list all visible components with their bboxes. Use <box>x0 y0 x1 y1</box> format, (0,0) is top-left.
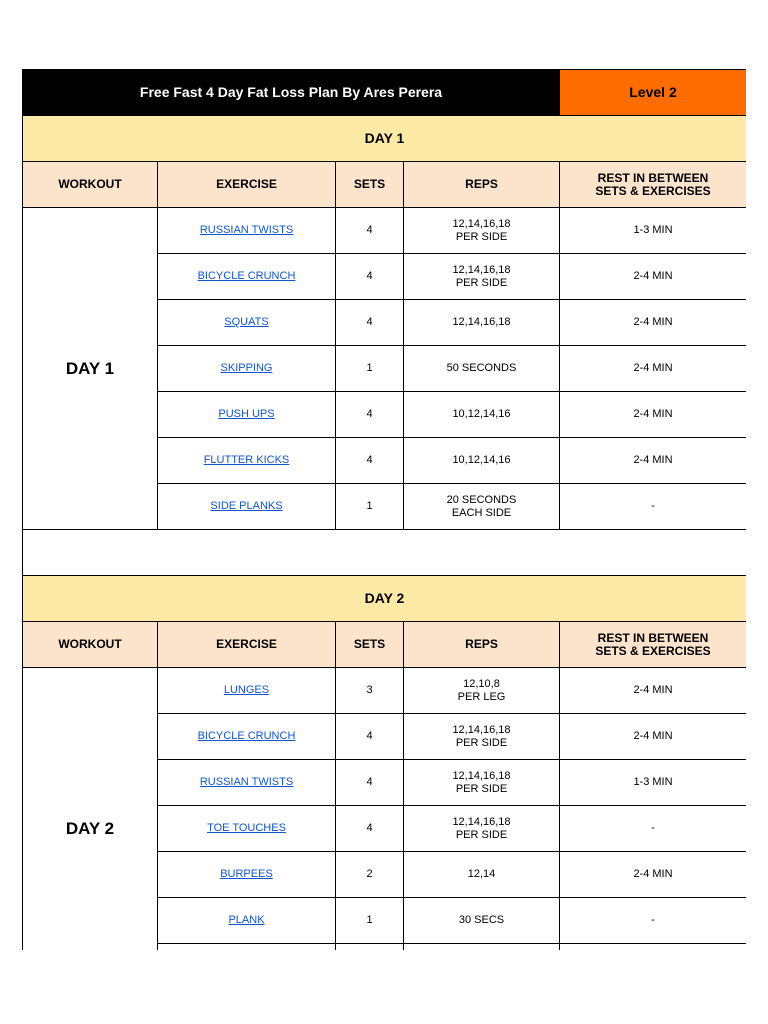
sets-cell: 4 <box>336 208 404 254</box>
col-header-sets: SETS <box>336 162 404 208</box>
sets-cell: 4 <box>336 714 404 760</box>
workout-plan-table <box>22 69 746 950</box>
reps-cell: 12,14,16,18 PER SIDE <box>404 760 560 806</box>
level-badge: Level 2 <box>560 70 747 116</box>
sets-cell: 4 <box>336 760 404 806</box>
col-header-workout: WORKOUT <box>23 162 158 208</box>
sets-cell <box>336 944 404 951</box>
exercise-cell <box>158 806 336 852</box>
rest-cell: - <box>560 484 747 530</box>
day-banner: DAY 1 <box>23 116 747 162</box>
exercise-cell <box>158 714 336 760</box>
exercise-link[interactable]: PUSH UPS <box>218 408 275 420</box>
sets-cell: 4 <box>336 806 404 852</box>
col-header-reps: REPS <box>404 162 560 208</box>
rest-cell: 2-4 MIN <box>560 438 747 484</box>
exercise-link[interactable]: PLANK <box>228 914 265 926</box>
reps-cell: 12,14,16,18 <box>404 300 560 346</box>
reps-cell: 12,14 <box>404 852 560 898</box>
exercise-link[interactable]: SIDE PLANKS <box>210 500 283 512</box>
table-row <box>23 668 747 714</box>
workout-plan-sheet <box>22 69 746 950</box>
sets-cell: 1 <box>336 346 404 392</box>
exercise-cell <box>158 668 336 714</box>
day-banner-row <box>23 116 747 162</box>
reps-cell: 12,10,8 PER LEG <box>404 668 560 714</box>
workout-day-label: DAY 2 <box>23 668 158 951</box>
sets-cell: 2 <box>336 852 404 898</box>
exercise-link[interactable]: FLUTTER KICKS <box>203 454 290 466</box>
exercise-cell <box>158 208 336 254</box>
exercise-cell <box>158 438 336 484</box>
table-row <box>23 208 747 254</box>
reps-cell: 50 SECONDS <box>404 346 560 392</box>
rest-cell: - <box>560 898 747 944</box>
workout-day-label: DAY 1 <box>23 208 158 530</box>
title-row <box>23 70 747 116</box>
rest-cell <box>560 944 747 951</box>
reps-cell: 10,12,14,16 <box>404 392 560 438</box>
day-banner: DAY 2 <box>23 576 747 622</box>
col-header-workout: WORKOUT <box>23 622 158 668</box>
reps-cell: 10,12,14,16 <box>404 438 560 484</box>
col-header-exercise: EXERCISE <box>158 162 336 208</box>
exercise-cell <box>158 760 336 806</box>
rest-cell: 2-4 MIN <box>560 668 747 714</box>
exercise-cell <box>158 944 336 951</box>
rest-cell: 1-3 MIN <box>560 760 747 806</box>
reps-cell: 12,14,16,18 PER SIDE <box>404 714 560 760</box>
rest-cell: 2-4 MIN <box>560 714 747 760</box>
exercise-cell <box>158 392 336 438</box>
sets-cell: 4 <box>336 392 404 438</box>
spacer-cell <box>23 530 747 576</box>
col-header-rest: REST IN BETWEEN SETS & EXERCISES <box>560 162 747 208</box>
reps-cell: 12,14,16,18 PER SIDE <box>404 208 560 254</box>
sets-cell: 4 <box>336 254 404 300</box>
spacer-row <box>23 530 747 576</box>
column-header-row <box>23 622 747 668</box>
sets-cell: 4 <box>336 438 404 484</box>
reps-cell: 30 SECS <box>404 898 560 944</box>
rest-cell: 2-4 MIN <box>560 852 747 898</box>
sets-cell: 3 <box>336 668 404 714</box>
exercise-cell <box>158 898 336 944</box>
day-banner-row <box>23 576 747 622</box>
plan-title: Free Fast 4 Day Fat Loss Plan By Ares Perera <box>23 70 560 116</box>
reps-cell: 20 SECONDS EACH SIDE <box>404 484 560 530</box>
exercise-link[interactable]: BURPEES <box>220 868 273 880</box>
exercise-link[interactable]: TOE TOUCHES <box>207 822 286 834</box>
exercise-link[interactable]: RUSSIAN TWISTS <box>199 224 294 236</box>
reps-cell: 12,14,16,18 PER SIDE <box>404 806 560 852</box>
col-header-exercise: EXERCISE <box>158 622 336 668</box>
exercise-link[interactable]: RUSSIAN TWISTS <box>199 776 294 788</box>
reps-cell: 12,14,16,18 PER SIDE <box>404 254 560 300</box>
col-header-rest: REST IN BETWEEN SETS & EXERCISES <box>560 622 747 668</box>
rest-cell: 2-4 MIN <box>560 346 747 392</box>
rest-cell: 1-3 MIN <box>560 208 747 254</box>
col-header-reps: REPS <box>404 622 560 668</box>
sets-cell: 1 <box>336 484 404 530</box>
exercise-cell <box>158 300 336 346</box>
sets-cell: 4 <box>336 300 404 346</box>
exercise-link[interactable]: BICYCLE CRUNCH <box>197 270 296 282</box>
exercise-cell <box>158 346 336 392</box>
rest-cell: 2-4 MIN <box>560 392 747 438</box>
exercise-link[interactable]: SKIPPING <box>220 362 273 374</box>
rest-cell: 2-4 MIN <box>560 254 747 300</box>
sets-cell: 1 <box>336 898 404 944</box>
column-header-row <box>23 162 747 208</box>
exercise-cell <box>158 852 336 898</box>
col-header-sets: SETS <box>336 622 404 668</box>
exercise-cell <box>158 254 336 300</box>
exercise-cell <box>158 484 336 530</box>
exercise-link[interactable]: LUNGES <box>223 684 270 696</box>
rest-cell: - <box>560 806 747 852</box>
reps-cell <box>404 944 560 951</box>
exercise-link[interactable]: BICYCLE CRUNCH <box>197 730 296 742</box>
rest-cell: 2-4 MIN <box>560 300 747 346</box>
exercise-link[interactable]: SQUATS <box>224 316 269 328</box>
